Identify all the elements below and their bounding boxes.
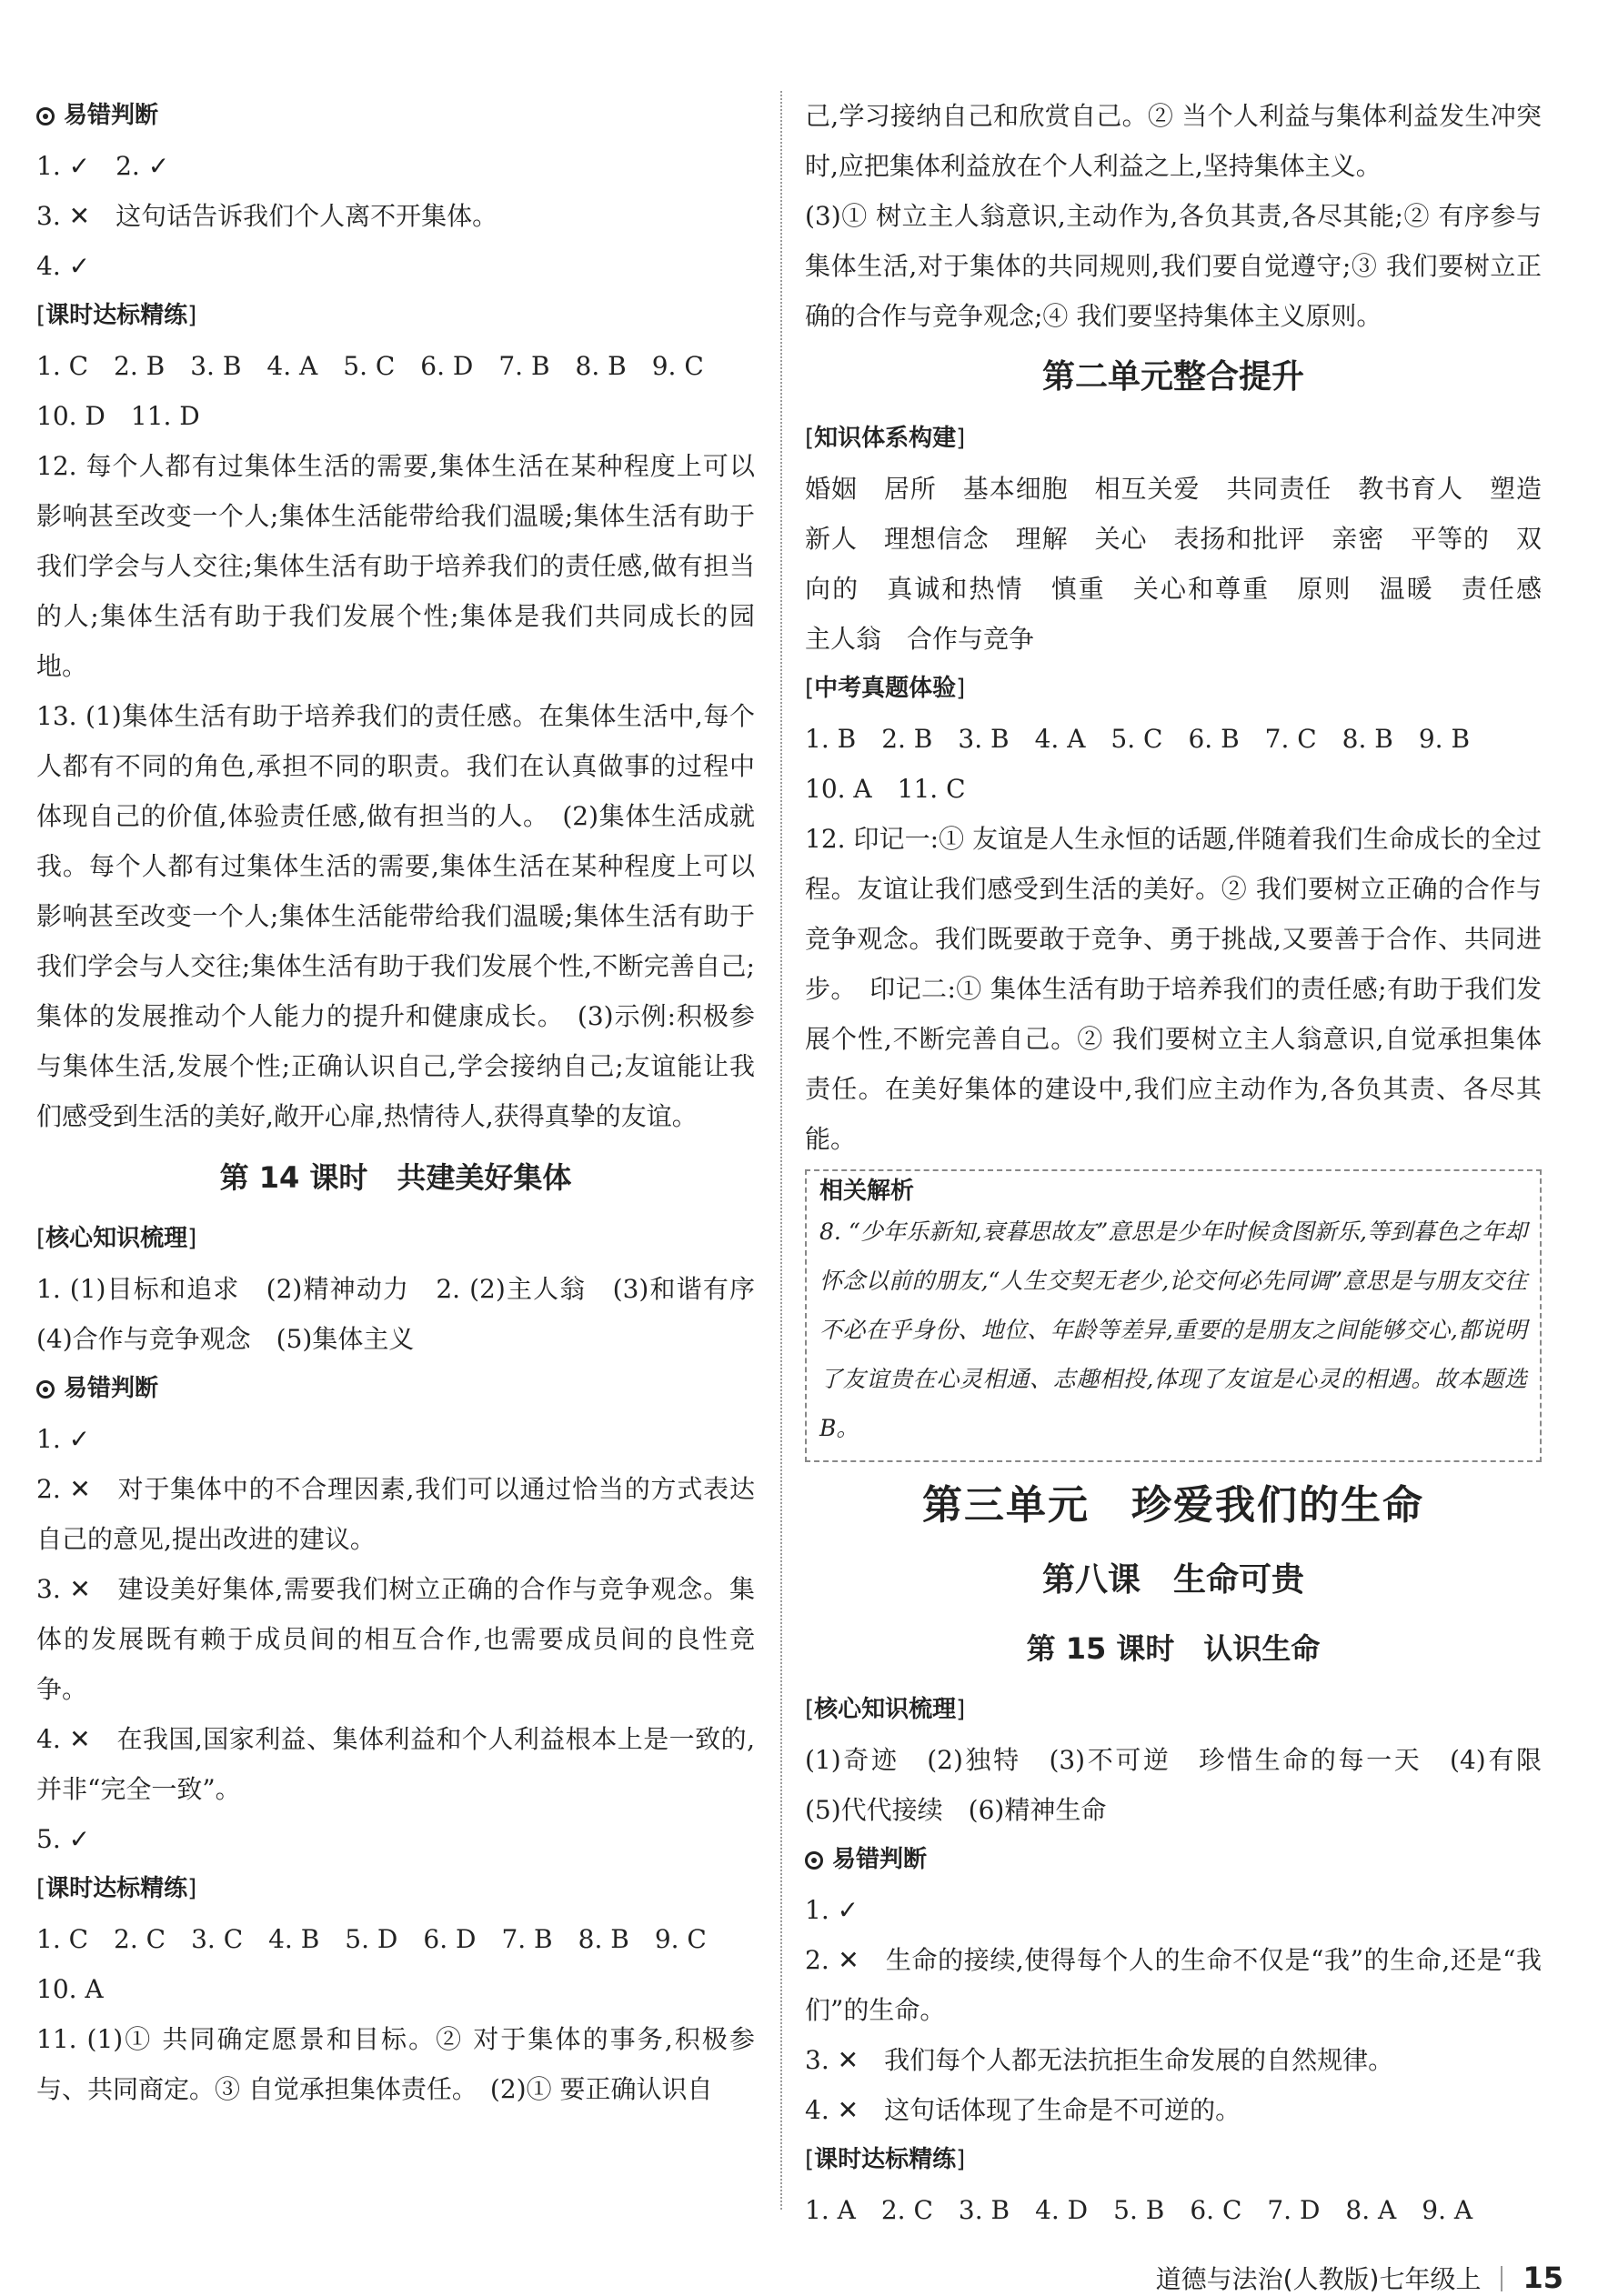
footer-separator <box>1501 2266 1502 2291</box>
answer-line: 1. C 2. B 3. B 4. A 5. C 6. D 7. B 8. B 9. C <box>36 351 704 381</box>
right-block-2 <box>805 414 1568 1164</box>
answer-line: 1. C 2. C 3. C 4. B 5. D 6. D 7. B 8. B 9. C <box>36 1924 707 1954</box>
analysis-title: 相关解析 <box>819 1178 915 1205</box>
answer-line: 12. 每个人都有过集体生活的需要,集体生活在某种程度上可以影响甚至改变一个人;集体生活能带给我们温暖;集体生活有助于我们学会与人交往;集体生活有助于培养我们的责任感,做有担当的人;集体生活有助于我们发展个性;集体是我们共同成长的园地。 <box>36 451 755 681</box>
analysis-box <box>805 1169 1542 1462</box>
answer-line: 13. (1)集体生活有助于培养我们的责任感。在集体生活中,每个人都有不同的角色,承担不同的职责。我们在认真做事的过程中体现自己的价值,体验责任感,做有担当的人。 (2)集体生活成就我。每个人都有过集体生活的需要,集体生活在某种程度上可以影响甚至改变一个人;集体生活能带给我们温暖;集体生活有助于我们学会与人交往;集体生活有助于我们发展个性,不断完善自己;集体的发展推动个人能力的提升和健康成长。 (3)示例:积极参与集体生活,发展个性;正确认识自己,学会接纳自己;友谊能让我们感受到生活的美好,敞开心扉,热情待人,获得真挚的友谊。 <box>36 701 755 1131</box>
answer-line: (1)奇迹 (2)独特 (3)不可逆 珍惜生命的每一天 (4)有限 (5)代代接续 (6)精神生命 <box>805 1745 1568 1825</box>
answer-line: 10. D 11. D <box>36 401 200 431</box>
section-header: [知识体系构建] <box>805 425 966 452</box>
section-header: [核心知识梳理] <box>805 1696 966 1723</box>
section-header: [核心知识梳理] <box>36 1225 197 1252</box>
answer-line: 婚姻 居所 基本细胞 相互关爱 共同责任 教书育人 塑造新人 理想信念 理解 关心 表扬和批评 亲密 平等的 双向的 真诚和热情 慎重 关心和尊重 原则 温暖 责任感 主人翁 合作与竞争 <box>805 474 1568 654</box>
right-column <box>805 91 1568 2235</box>
target-dot-icon <box>36 107 55 125</box>
answer-line: 10. A <box>36 1974 104 2004</box>
answer-line: 11. (1)① 共同确定愿景和目标。② 对于集体的事务,积极参与、共同商定。③ 自觉承担集体责任。 (2)① 要正确认识自 <box>36 2024 755 2104</box>
answer-line: 10. A 11. C <box>805 774 966 804</box>
answer-line: 2. ✕ 对于集体中的不合理因素,我们可以通过恰当的方式表达自己的意见,提出改进的建议。 <box>36 1474 755 1554</box>
answer-line: 12. 印记一:① 友谊是人生永恒的话题,伴随着我们生命成长的全过程。友谊让我们感受到生活的美好。② 我们要树立正确的合作与竞争观念。我们既要敢于竞争、勇于挑战,又要善于合作、共同进步。 印记二:① 集体生活有助于培养我们的责任感;有助于我们发展个性,不断完善自己。② 我们要树立主人翁意识,自觉承担集体责任。在美好集体的建设中,我们应主动作为,各负其责、各尽其能。 <box>805 824 1542 1154</box>
section-header: [中考真题体验] <box>805 675 966 702</box>
answer-line: 1. (1)目标和追求 (2)精神动力 2. (2)主人翁 (3)和谐有序 (4)合作与竞争观念 (5)集体主义 <box>36 1274 781 1354</box>
answer-line: 2. ✕ 生命的接续,使得每个人的生命不仅是“我”的生命,还是“我们”的生命。 <box>805 1945 1542 2025</box>
answer-line: 1. B 2. B 3. B 4. A 5. C 6. B 7. C 8. B 9. B <box>805 724 1471 754</box>
unit-3-title: 第三单元 珍爱我们的生命 <box>922 1482 1424 1529</box>
answer-line: 1. ✓ <box>805 1895 859 1925</box>
answer-line: 己,学习接纳自己和欣赏自己。② 当个人利益与集体利益发生冲突时,应把集体利益放在个人利益之上,坚持集体主义。 <box>805 101 1542 181</box>
right-block-3 <box>805 1685 1568 2235</box>
section-header: [课时达标精练] <box>36 1875 197 1902</box>
right-block-1 <box>805 91 1542 341</box>
error-check-header: 易错判断 <box>36 1364 755 1414</box>
section-header: [课时达标精练] <box>805 2146 966 2173</box>
lesson-15-title: 第 15 课时 认识生命 <box>1026 1631 1321 1666</box>
footer-subject: 道德与法治(人教版)七年级上 <box>1155 2264 1482 2294</box>
answer-line: 1. ✓ <box>36 1424 91 1454</box>
lesson-14-title: 第 14 课时 共建美好集体 <box>219 1160 572 1195</box>
page-number: 15 <box>1523 2261 1563 2295</box>
answer-line: 1. A 2. C 3. B 4. D 5. B 6. C 7. D 8. A 9. A <box>805 2195 1473 2225</box>
unit-2-review-title: 第二单元整合提升 <box>1041 358 1304 396</box>
answer-line: (3)① 树立主人翁意识,主动作为,各负其责,各尽其能;② 有序参与集体生活,对于集体的共同规则,我们要自觉遵守;③ 我们要树立正确的合作与竞争观念;④ 我们要坚持集体主义原则。 <box>805 201 1542 331</box>
answer-line: 5. ✓ <box>36 1824 91 1854</box>
left-column <box>36 91 781 2114</box>
page-footer <box>1156 2260 1563 2296</box>
answer-line: 4. ✕ 这句话体现了生命是不可逆的。 <box>805 2095 1241 2125</box>
left-block-2 <box>36 1214 781 2114</box>
answer-line: 3. ✕ 建设美好集体,需要我们树立正确的合作与竞争观念。集体的发展既有赖于成员间的相互合作,也需要成员间的良性竞争。 <box>36 1574 755 1704</box>
column-divider <box>780 91 782 2210</box>
target-dot-icon <box>805 1851 823 1870</box>
left-block-1 <box>36 91 755 1141</box>
answer-line: 4. ✕ 在我国,国家利益、集体利益和个人利益根本上是一致的,并非“完全一致”。 <box>36 1724 755 1804</box>
lesson-8-title: 第八课 生命可贵 <box>1041 1561 1304 1599</box>
target-dot-icon <box>36 1380 55 1399</box>
error-check-header: 易错判断 <box>36 91 755 141</box>
error-check-header: 易错判断 <box>805 1835 1542 1885</box>
answer-line: 4. ✓ <box>36 251 91 281</box>
answer-line: 3. ✕ 这句话告诉我们个人离不开集体。 <box>36 201 498 231</box>
analysis-text: 8. “少年乐新知,衰暮思故友”意思是少年时候贪图新乐,等到暮色之年却怀念以前的朋友,“人生交契无老少,论交何必先同调”意思是与朋友交往不必在乎身份、地位、年龄等差异,重要的是朋友之间能够交心,都说明了友谊贵在心灵相通、志趣相投,体现了友谊是心灵的相遇。故本题选 B。 <box>819 1218 1527 1441</box>
answer-line: 3. ✕ 我们每个人都无法抗拒生命发展的自然规律。 <box>805 2045 1394 2075</box>
answer-line: 1. ✓ 2. ✓ <box>36 151 170 181</box>
section-header: [课时达标精练] <box>36 302 197 329</box>
